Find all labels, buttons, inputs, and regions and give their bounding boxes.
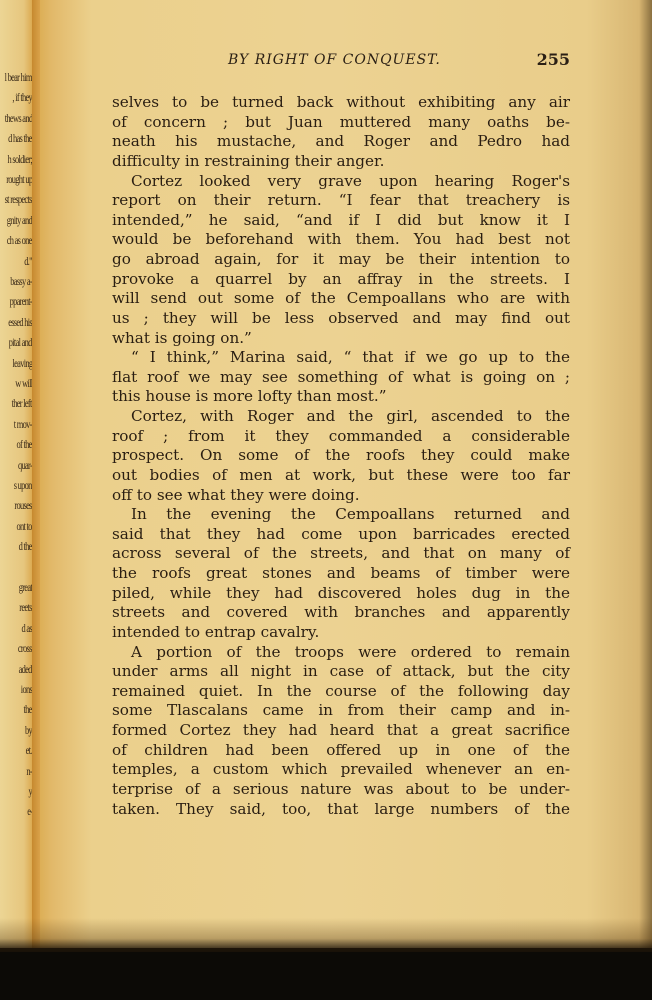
paragraph <box>112 348 570 407</box>
left-page-fragment: ont to <box>16 518 32 533</box>
left-page-fragment: h soldier; <box>7 151 32 166</box>
previous-page-edge <box>0 0 34 948</box>
left-page-fragment: leaving <box>12 355 32 370</box>
left-page-fragment: rought up <box>5 172 32 186</box>
left-page-fragment: n- <box>26 763 32 778</box>
left-page-fragment: e- <box>26 804 32 819</box>
left-page-fragment: ch as one <box>7 233 32 248</box>
left-page-fragment: y <box>28 784 32 798</box>
left-page-fragment: l bear him <box>4 70 32 84</box>
left-page-fragment: reets <box>19 600 32 615</box>
text-line: In the evening the Cempoallans returned and <box>131 505 570 524</box>
text-line: “ I think,” Marina said, “ that if we go up to the <box>131 348 570 367</box>
left-page-fragment: et. <box>25 743 32 758</box>
left-page-fragment: d as <box>21 620 32 635</box>
left-page-fragment: essed his <box>8 314 32 329</box>
left-page-fragment: aded <box>18 661 32 676</box>
left-page-fragment: of the <box>16 437 32 452</box>
text-line: report on their return. “I fear that treachery is <box>112 191 570 210</box>
left-page-fragment: by <box>25 722 32 737</box>
text-line: selves to be turned back without exhibiting any air <box>112 93 570 111</box>
text-line: what is going on.” <box>112 328 252 347</box>
text-line: roof ; from it they commanded a considerable <box>112 426 570 445</box>
text-line: will send out some of the Cempoallans who are with <box>112 289 570 308</box>
text-line: of concern ; but Juan muttered many oaths be- <box>112 112 570 131</box>
left-page-fragment: rouses <box>14 498 32 513</box>
text-line: taken. They said, too, that large numbers of the <box>112 799 570 818</box>
text-line: temples, a custom which prevailed whenever an en- <box>112 760 570 779</box>
left-page-fragment: bassy a- <box>10 274 32 288</box>
text-line: difficulty in restraining their anger. <box>112 151 385 170</box>
text-line: A portion of the troops were ordered to remain <box>131 642 570 661</box>
left-page-fragment: thews and <box>4 110 32 125</box>
text-line: streets and covered with branches and apparently <box>112 603 570 622</box>
paragraph <box>112 407 570 505</box>
left-page-fragment: w will <box>14 376 32 390</box>
page-body-text <box>112 93 570 819</box>
page-number: 255 <box>536 50 570 69</box>
text-line: Cortez looked very grave upon hearing Roger's <box>131 171 570 190</box>
left-page-fragment: cross <box>18 641 32 656</box>
left-page-fragment: ther left <box>11 396 32 411</box>
page-header <box>112 50 570 74</box>
left-page-fragment: t mov- <box>14 416 32 431</box>
text-line: said that they had come upon barricades erected <box>112 524 570 543</box>
text-line: this house is more lofty than most.” <box>112 387 387 406</box>
text-line: out bodies of men at work, but these were too far <box>112 465 570 484</box>
left-page-fragment: s upon <box>14 478 32 492</box>
text-line: would be beforehand with them. You had best not <box>112 230 570 249</box>
text-line: under arms all night in case of attack, but the city <box>112 662 570 681</box>
text-line: go abroad again, for it may be their intention to <box>112 250 570 268</box>
text-line: some Tlascalans came in from their camp and in- <box>112 701 570 720</box>
text-line: flat roof we may see something of what is going on ; <box>112 367 570 386</box>
left-page-fragment: d." <box>24 253 32 268</box>
book-gutter <box>32 0 40 948</box>
text-line: Cortez, with Roger and the girl, ascended to the <box>131 407 570 425</box>
paragraph <box>112 505 570 642</box>
left-page-fragment: d the <box>18 539 32 554</box>
text-line: the roofs great stones and beams of timber were <box>112 564 570 582</box>
text-line: terprise of a serious nature was about to be under- <box>112 779 570 798</box>
left-page-fragment: gnity and <box>6 212 32 227</box>
left-page-fragment: pital and <box>9 335 32 350</box>
text-line: piled, while they had discovered holes dug in the <box>112 583 570 602</box>
text-line: off to see what they were doing. <box>112 485 360 504</box>
text-line: provoke a quarrel by an affray in the streets. I <box>112 269 570 288</box>
paragraph <box>112 172 570 349</box>
left-page-fragment: pparent- <box>9 294 32 309</box>
text-line: intended to entrap cavalry. <box>112 622 320 641</box>
paragraph <box>112 643 570 820</box>
left-page-fragment: st respects <box>4 192 32 207</box>
text-line: of children had been offered up in one of the <box>112 740 570 759</box>
text-line: across several of the streets, and that on many of <box>112 544 570 563</box>
running-title: BY RIGHT OF CONQUEST. <box>228 52 441 68</box>
page-bottom-shadow <box>0 918 652 952</box>
left-page-fragment: ions <box>20 682 32 696</box>
left-page-fragment: great <box>18 580 32 594</box>
text-line: remained quiet. In the course of the following day <box>112 681 570 700</box>
text-line: neath his mustache, and Roger and Pedro had <box>112 132 570 151</box>
text-line: us ; they will be less observed and may find out <box>112 308 570 327</box>
left-page-fragment: , if they <box>12 90 32 105</box>
text-line: formed Cortez they had heard that a great sacrifice <box>112 721 570 739</box>
left-page-fragment: quar- <box>17 457 32 472</box>
text-line: intended,” he said, “and if I did but know it I <box>112 210 570 229</box>
paragraph <box>112 93 570 172</box>
left-page-fragment: d has the <box>8 131 32 146</box>
left-page-fragment: the <box>23 702 32 717</box>
text-line: prospect. On some of the roofs they could make <box>112 446 570 465</box>
